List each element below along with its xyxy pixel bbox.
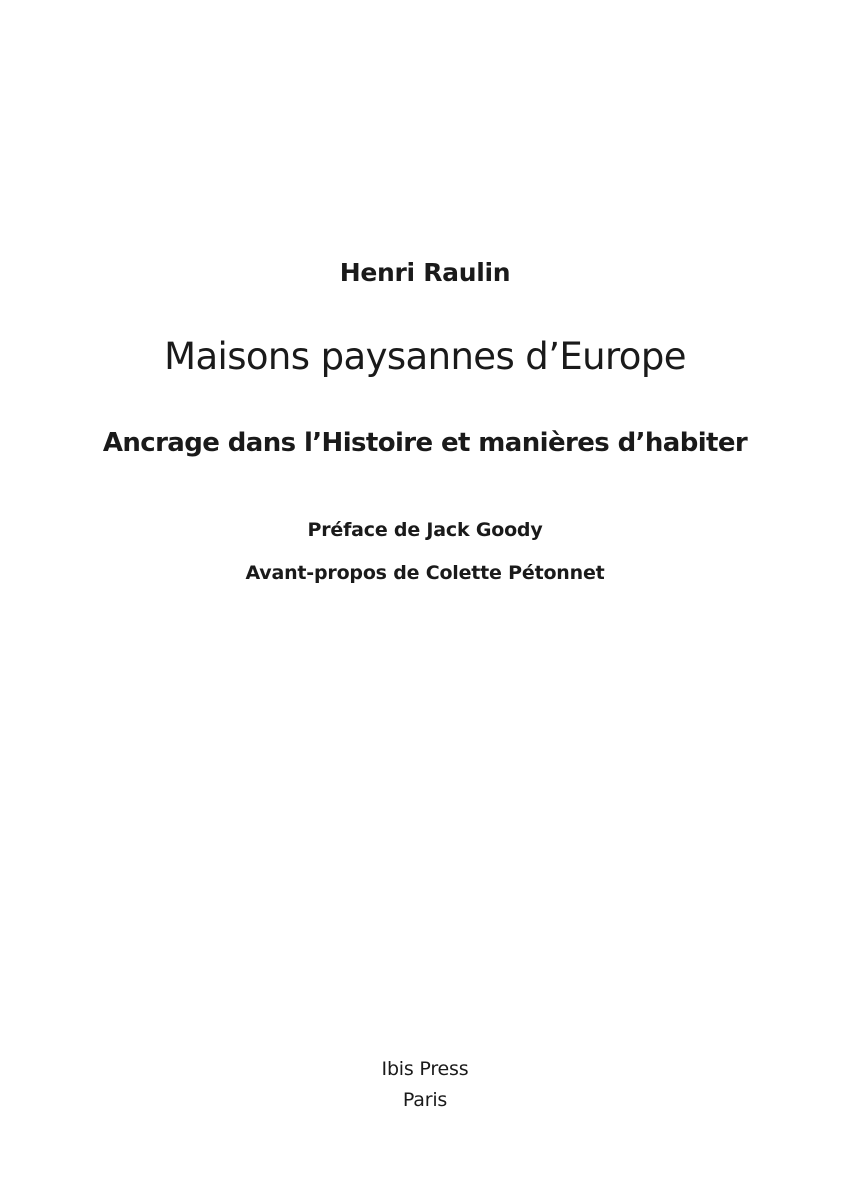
publisher-city: Paris bbox=[402, 1089, 448, 1111]
publisher-name: Ibis Press bbox=[381, 1058, 469, 1080]
foreword-credit: Avant-propos de Colette Pétonnet bbox=[245, 562, 605, 584]
preface-credit: Préface de Jack Goody bbox=[307, 519, 543, 541]
book-subtitle: Ancrage dans l’Histoire et manières d’habiter bbox=[102, 428, 748, 458]
book-title: Maisons paysannes d’Europe bbox=[164, 335, 686, 378]
author-name: Henri Raulin bbox=[339, 258, 511, 287]
